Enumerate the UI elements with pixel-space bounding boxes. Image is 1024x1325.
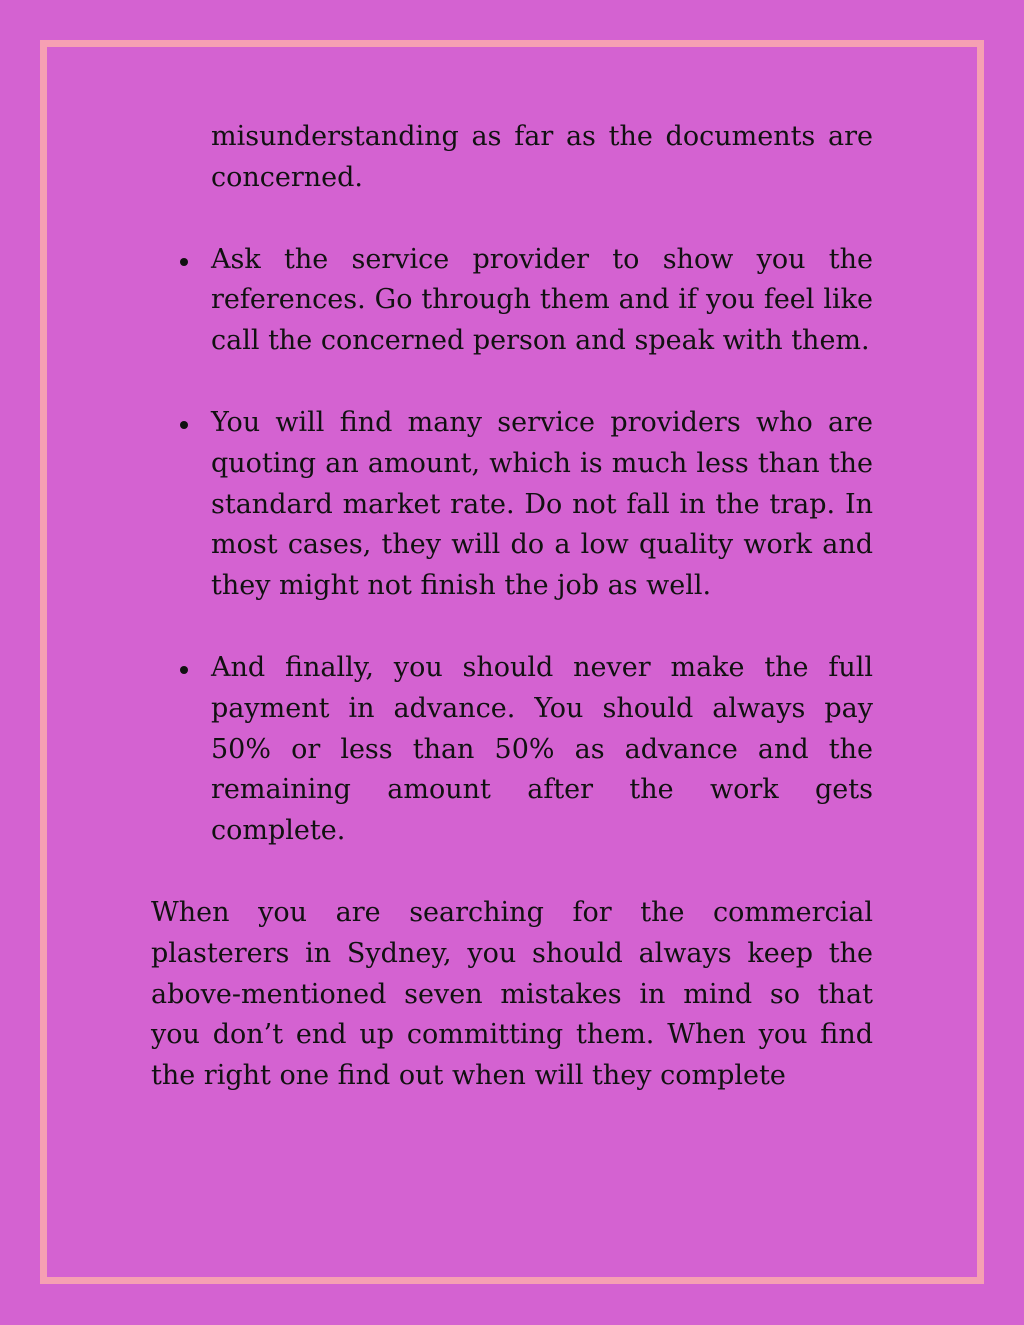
closing-paragraph: When you are searching for the commercial plasterers in Sydney, you should always keep the above-mentioned seven mistakes in mind so that you don’t end up committing them. When you find the right one find out when will they complete [151, 896, 873, 1092]
bullet-icon [180, 666, 188, 674]
list-item [211, 240, 873, 362]
list-item [211, 648, 873, 852]
list-item-text: Ask the service provider to show you the references. Go through them and if you feel like call the concerned person and speak with them. [211, 243, 873, 357]
bullet-icon [180, 421, 188, 429]
list-item [211, 403, 873, 607]
list-item-text: And finally, you should never make the full payment in advance. You should always pay 50% or less than 50% as advance and the remaining amount after the work gets complete. [211, 651, 873, 847]
bullet-icon [180, 258, 188, 266]
tips-list [151, 240, 873, 852]
document-body [151, 117, 873, 1097]
list-item-text: You will find many service providers who are quoting an amount, which is much less than the standard market rate. Do not fall in the trap. In most cases, they will do a low quality work and they might not finish the job as well. [211, 406, 873, 602]
continuation-paragraph: misunderstanding as far as the documents are concerned. [211, 121, 873, 193]
